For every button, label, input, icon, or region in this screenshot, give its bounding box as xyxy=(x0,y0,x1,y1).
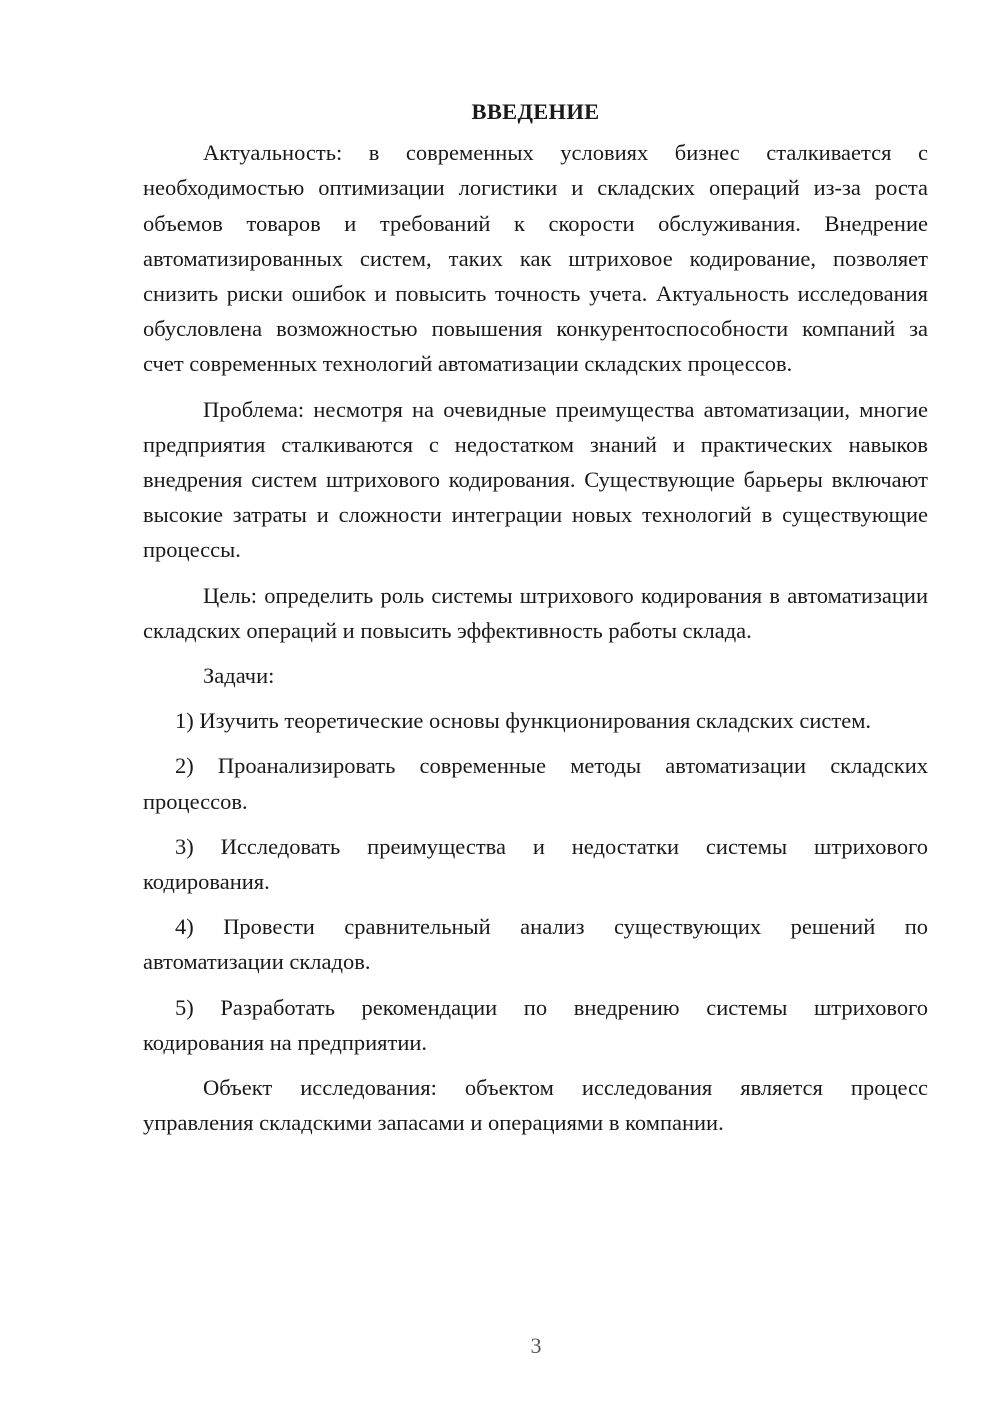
section-title: ВВЕДЕНИЕ xyxy=(471,99,600,124)
tasks-heading: Задачи: xyxy=(203,663,275,689)
task-item: 2) Проанализировать современные методы автоматизации складских процессов. xyxy=(143,753,928,814)
document-body xyxy=(143,94,928,1150)
task-item: 4) Провести сравнительный анализ существующих решений по автоматизации складов. xyxy=(143,914,928,975)
research-object-paragraph: Объект исследования: объектом исследования является процесс управления складскими запасами и операциями в компании. xyxy=(143,1075,928,1136)
task-item: 5) Разработать рекомендации по внедрению системы штрихового кодирования на предприятии. xyxy=(143,994,928,1055)
relevance-paragraph: Актуальность: в современных условиях бизнес сталкивается с необходимостью оптимизации логистики и складских операций из-за роста объемов товаров и требований к скорости обслуживания. Внедрение автоматизированных систем, таких как штриховое кодирование, позволяет снизить риски ошибок и повысить точность учета. Актуальность исследования обусловлена возможностью повышения конкурентоспособности компаний за счет современных технологий автоматизации складских процессов. xyxy=(143,140,928,377)
task-item: 1) Изучить теоретические основы функционирования складских систем. xyxy=(175,708,872,734)
task-item: 3) Исследовать преимущества и недостатки системы штрихового кодирования. xyxy=(143,833,928,895)
page-number: 3 xyxy=(530,1333,542,1358)
goal-paragraph: Цель: определить роль системы штрихового кодирования в автоматизации складских операций и повысить эффективность работы склада. xyxy=(143,582,928,643)
problem-paragraph: Проблема: несмотря на очевидные преимущества автоматизации, многие предприятия сталкиваются с недостатком знаний и практических навыков внедрения систем штрихового кодирования. Существующие барьеры включают высокие затраты и сложности интеграции новых технологий в существующие процессы. xyxy=(143,396,928,563)
